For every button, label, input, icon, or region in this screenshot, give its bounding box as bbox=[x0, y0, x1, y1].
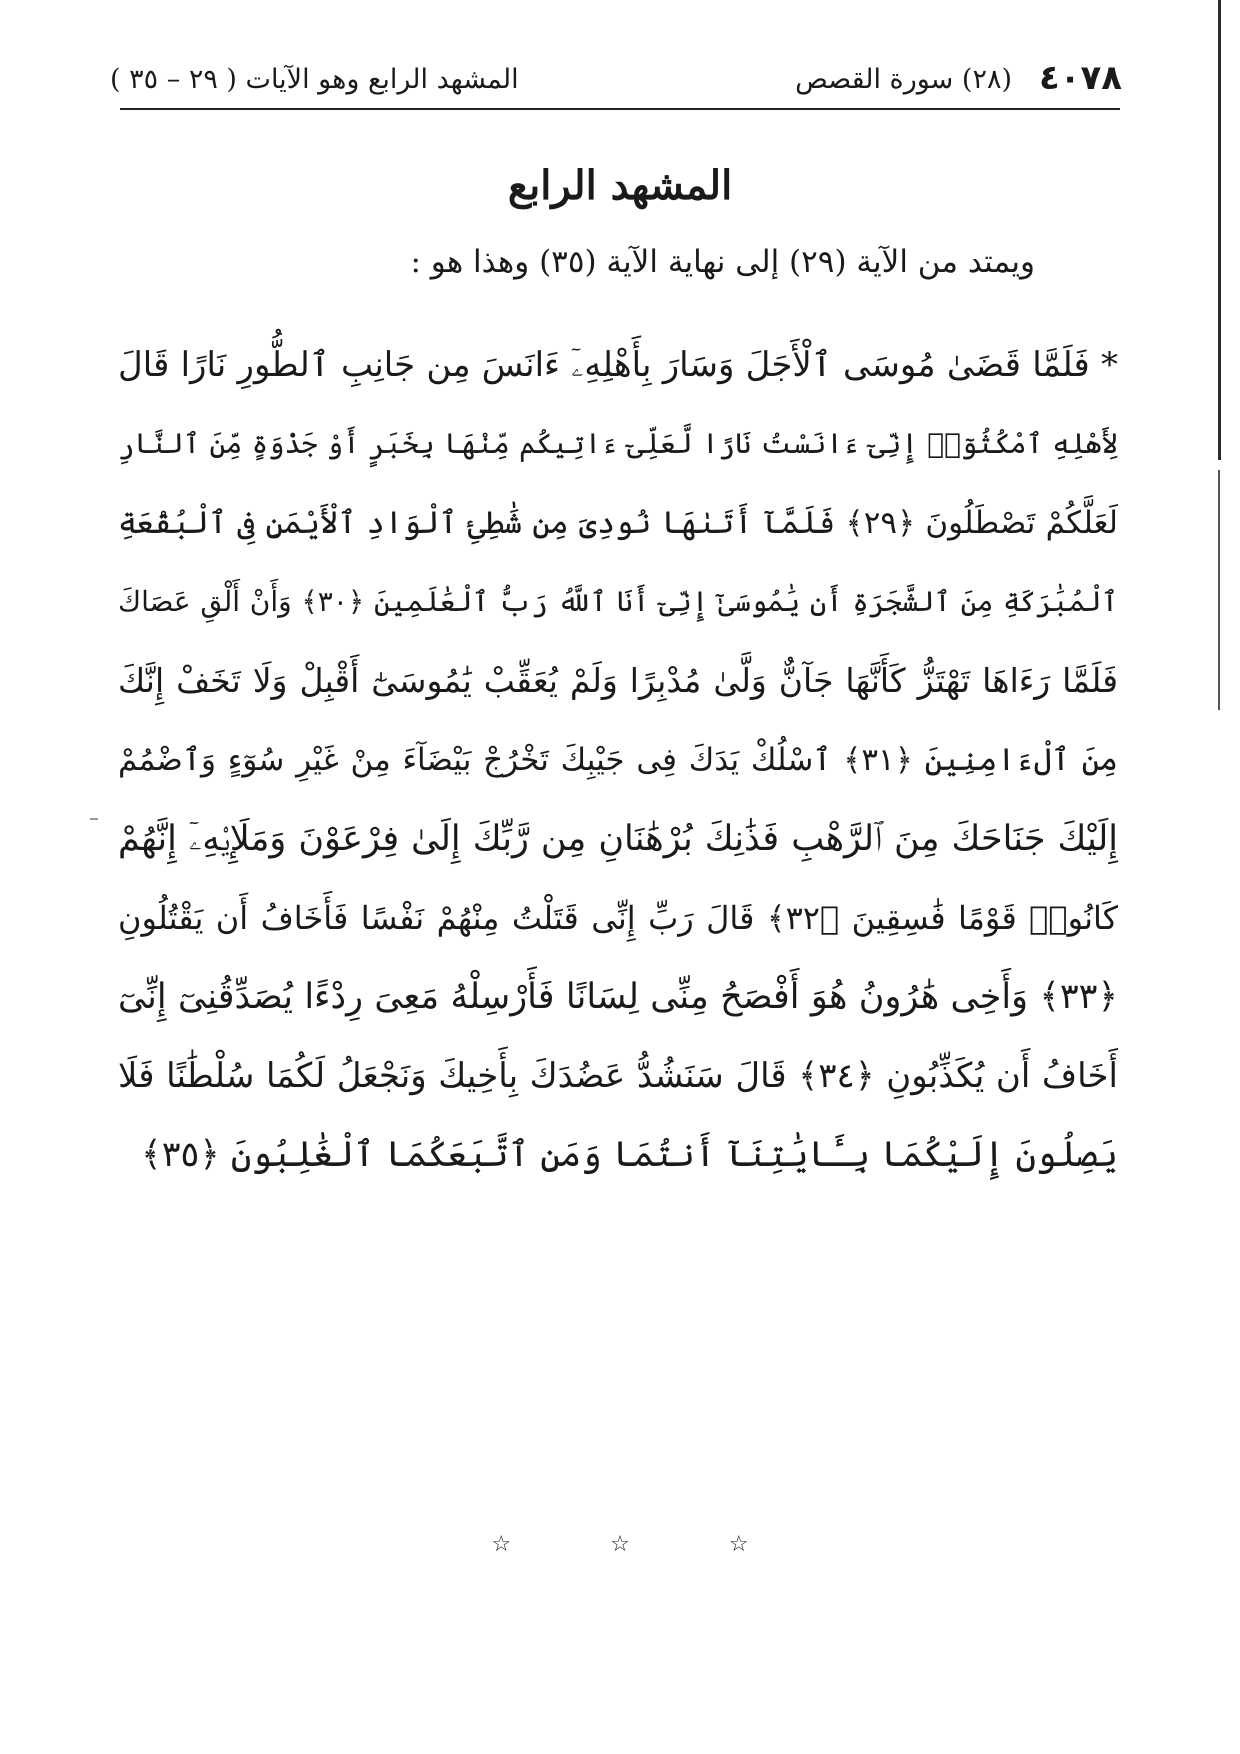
quran-verses-block bbox=[118, 330, 1118, 1199]
surah-heading: (٢٨) سورة القصص bbox=[795, 64, 1012, 95]
intro-paragraph: ويمتد من الآية (٢٩) إلى نهاية الآية (٣٥) وهذا هو : bbox=[410, 244, 1035, 280]
verse-line: إِلَيْكَ جَنَاحَكَ مِنَ ٱلرَّهْبِ فَذَٰنِكَ بُرْهَٰنَانِ مِن رَّبِّكَ إِلَىٰ فِرْعَوْنَ وَمَلَإِي۟هِۦٓ إِنَّهُمْ bbox=[118, 819, 1118, 859]
section-range-heading: المشهد الرابع وهو الآيات ( ٢٩ – ٣٥ ) bbox=[110, 64, 519, 95]
section-separator-stars: ☆ ☆ ☆ bbox=[491, 1532, 795, 1557]
running-head bbox=[110, 58, 1122, 108]
verse-line: لَعَلَّكُمْ تَصْطَلُونَ ﴿٢٩﴾ فَلَمَّآ أَتَىٰهَا نُودِىَ مِن شَٰطِئِ ٱلْوَادِ ٱلْأَيْمَنِ فِى ٱلْبُقْعَةِ bbox=[118, 505, 1118, 541]
margin-mark bbox=[90, 818, 98, 820]
verse-line: لِأَهْلِهِ ٱمْكُثُوٓا۟ إِنِّىٓ ءَانَسْتُ نَارًا لَّعَلِّىٓ ءَاتِيكُم مِّنْهَا بِخَبَرٍ أَوْ جَذْوَةٍ مِّنَ ٱلنَّارِ bbox=[118, 427, 1118, 460]
verse-line: أَخَافُ أَن يُكَذِّبُونِ ﴿٣٤﴾ قَالَ سَنَشُدُّ عَضُدَكَ بِأَخِيكَ وَنَجْعَلُ لَكُمَا سُلْطَٰنًا فَلَا bbox=[118, 1056, 1118, 1096]
verse-line: مِنَ ٱلْءَامِنِينَ ﴿٣١﴾ ٱسْلُكْ يَدَكَ فِى جَيْبِكَ تَخْرُجْ بَيْضَآءَ مِنْ غَيْرِ سُوٓءٍ وَٱضْمُمْ bbox=[118, 742, 1118, 778]
binding-edge-line-lower bbox=[1218, 470, 1220, 710]
verse-line: فَلَمَّا رَءَاهَا تَهْتَزُّ كَأَنَّهَا جَآنٌّ وَلَّىٰ مُدْبِرًا وَلَمْ يُعَقِّبْ يَٰمُوسَىٰٓ أَقْبِلْ وَلَا تَخَفْ إِنَّكَ bbox=[118, 661, 1118, 700]
section-title: المشهد الرابع bbox=[507, 162, 733, 209]
verse-line: ٱلْمُبَٰرَكَةِ مِنَ ٱلشَّجَرَةِ أَن يَٰمُوسَىٰٓ إِنِّىٓ أَنَا ٱللَّهُ رَبُّ ٱلْعَٰلَمِينَ ﴿٣٠﴾ وَأَنْ أَلْقِ عَصَاكَ bbox=[118, 585, 1118, 618]
verse-line: يَصِلُونَ إِلَيْكُمَا بِـَٔايَٰتِنَآ أَنتُمَا وَمَنِ ٱتَّبَعَكُمَا ٱلْغَٰلِبُونَ ﴿٣٥﴾ bbox=[141, 1135, 1118, 1175]
verse-line: كَانُوا۟ قَوْمًا فَٰسِقِينَ ﴿٣٢﴾ قَالَ رَبِّ إِنِّى قَتَلْتُ مِنْهُمْ نَفْسًا فَأَخَافُ أَن يَقْتُلُونِ bbox=[118, 899, 1119, 937]
header-rule bbox=[120, 108, 1120, 110]
verse-line: * فَلَمَّا قَضَىٰ مُوسَى ٱلْأَجَلَ وَسَارَ بِأَهْلِهِۦٓ ءَانَسَ مِن جَانِبِ ٱلطُّورِ نَارًا قَالَ bbox=[118, 345, 1118, 385]
page-number: ٤٠٧٨ bbox=[1038, 58, 1122, 98]
binding-edge-line bbox=[1218, 0, 1221, 460]
verse-line: ﴿٣٣﴾ وَأَخِى هَٰرُونُ هُوَ أَفْصَحُ مِنِّى لِسَانًا فَأَرْسِلْهُ مَعِىَ رِدْءًا يُصَدِّقُنِىٓ إِنِّىٓ bbox=[118, 977, 1118, 1017]
